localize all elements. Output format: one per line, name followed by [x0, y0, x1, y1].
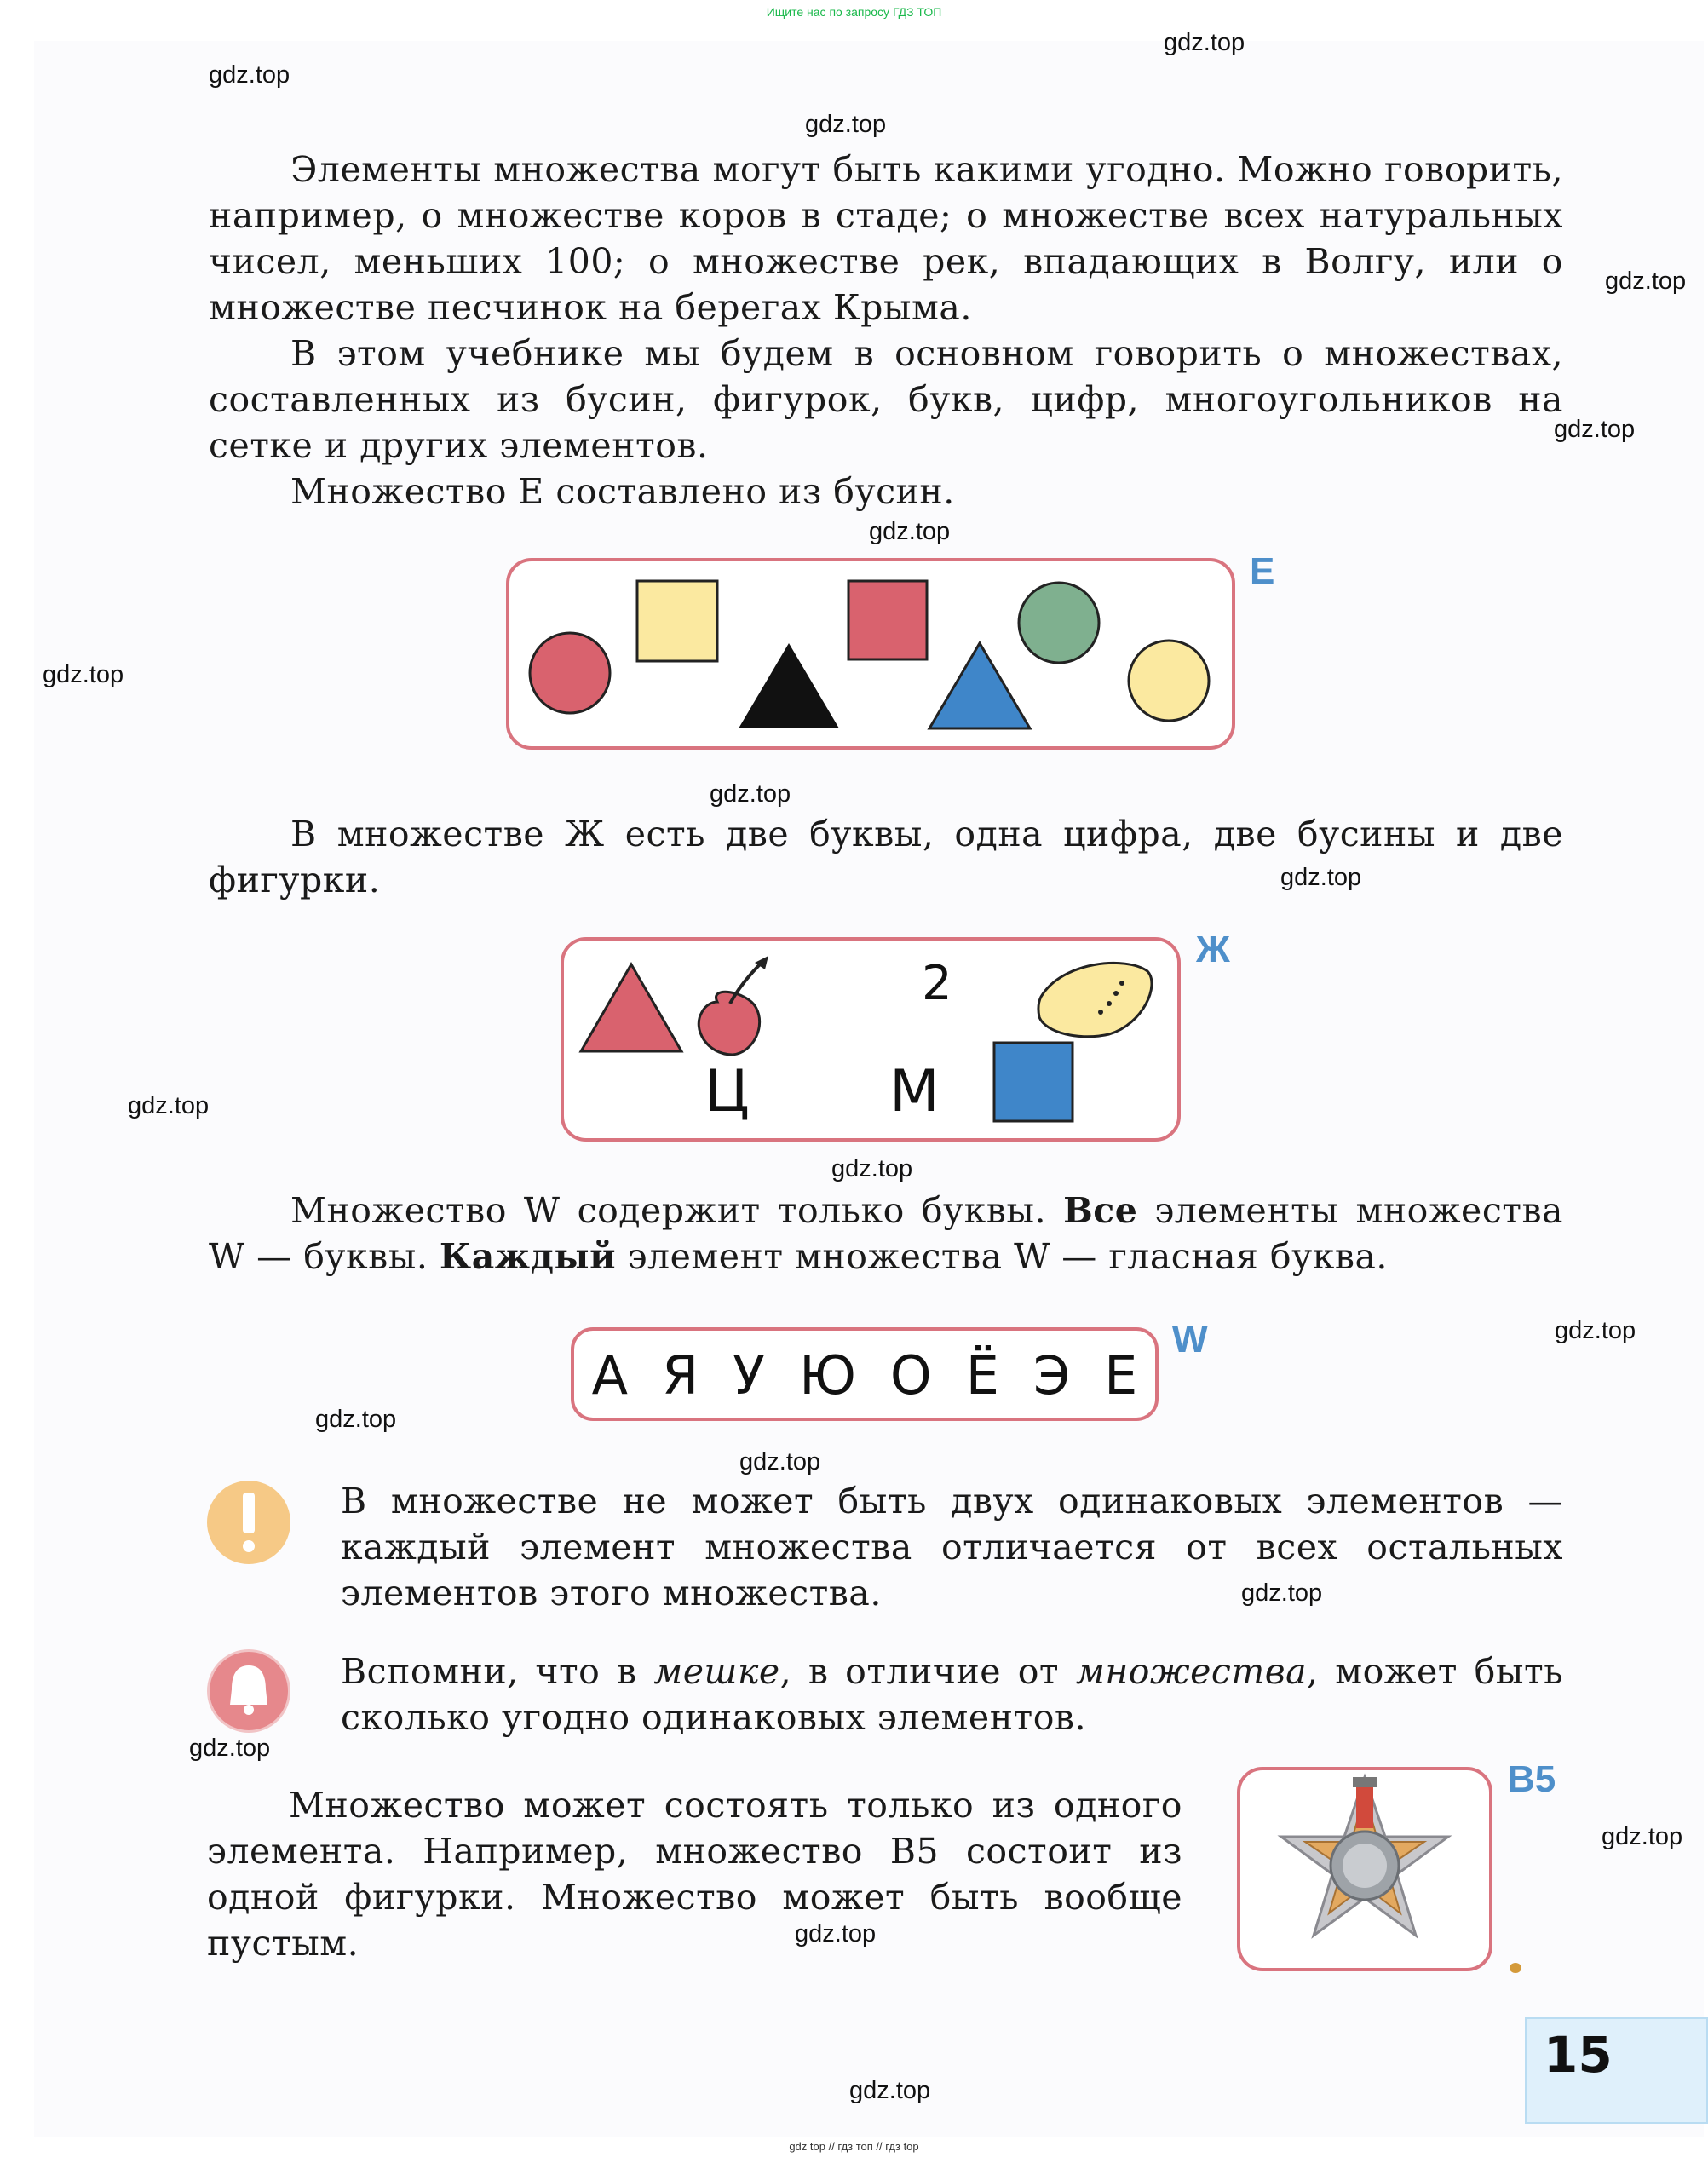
vowel-letter: Ю [798, 1344, 856, 1407]
watermark: gdz.top [1164, 29, 1245, 56]
set-b5-label: B5 [1508, 1758, 1556, 1800]
watermark: gdz.top [1602, 1823, 1683, 1850]
watermark: gdz.top [189, 1734, 271, 1762]
watermark: gdz.top [1555, 1317, 1636, 1344]
set-w-label: W [1172, 1319, 1208, 1361]
watermark: gdz.top [1241, 1579, 1323, 1607]
page-number: 15 [1544, 2026, 1613, 2084]
watermark: gdz.top [739, 1448, 821, 1476]
watermark: gdz.top [1554, 416, 1636, 443]
set-b5-text [207, 1782, 1182, 1966]
important-note [341, 1478, 1563, 1616]
vowel-letter: Я [662, 1344, 699, 1407]
watermark: gdz.top [805, 111, 887, 138]
watermark: gdz.top [869, 518, 951, 545]
paragraph: В множестве Ж есть две буквы, одна цифра, две бусины и две фигурки. [209, 814, 1563, 900]
bell-icon [207, 1649, 290, 1733]
watermark: gdz.top [710, 780, 791, 808]
vowel-letter: Ё [965, 1344, 999, 1407]
set-e-box [506, 558, 1235, 750]
paragraph: Множество Е составлено из бусин. [290, 471, 955, 512]
set-e-label: E [1250, 550, 1275, 592]
letter-m: М [889, 1058, 940, 1125]
paragraph: Вспомни, что в мешке, в отличие от множества, может быть сколько угодно одинаковых элементов. [341, 1651, 1563, 1738]
paragraph: Элементы множества могут быть какими угодно. Можно говорить, например, о множестве коров в стаде; о множестве всех натуральных чисел, меньших 100; о множестве рек, впадающих в Волгу, или о множестве песчинок на берегах Крыма. [209, 149, 1563, 328]
set-e-shapes [509, 561, 1232, 746]
watermark: gdz.top [1605, 267, 1687, 295]
watermark: gdz.top [831, 1155, 913, 1182]
yellow-circle [1129, 641, 1209, 721]
blue-square [994, 1043, 1073, 1121]
watermark: gdz.top [315, 1406, 397, 1433]
set-zh-text [209, 811, 1563, 903]
exclamation-icon [207, 1481, 290, 1564]
digit-two: 2 [922, 956, 952, 1011]
vowel-letters [574, 1344, 1155, 1407]
red-circle [530, 633, 610, 713]
order-medal-icon [1240, 1770, 1489, 1968]
red-square [848, 581, 927, 659]
vowel-letter: Е [1104, 1344, 1138, 1407]
watermark: gdz.top [128, 1092, 210, 1119]
paragraph: Множество может состоять только из одного элемента. Например, множество В5 состоит из одной фигурки. Множество может быть вообще пустым. [207, 1785, 1182, 1964]
paragraph: В этом учебнике мы будем в основном говорить о множествах, составленных из бусин, фигурок, букв, цифр, многоугольников на сетке и других элементов. [209, 333, 1563, 466]
set-w-text [209, 1188, 1563, 1280]
vowel-letter: У [733, 1344, 765, 1407]
vowel-letter: А [591, 1344, 629, 1407]
vowel-letter: Э [1032, 1344, 1071, 1407]
yellow-square [637, 581, 717, 661]
green-circle [1019, 583, 1099, 663]
orange-dot [1510, 1963, 1521, 1973]
watermark: gdz.top [1280, 864, 1362, 891]
paragraph: Множество W содержит только буквы. Все элементы множества W — буквы. Каждый элемент множества W — гласная буква. [209, 1190, 1563, 1277]
set-zh-shapes [564, 941, 1177, 1138]
set-zh-label: Ж [1196, 929, 1230, 970]
watermark: gdz.top [849, 2077, 931, 2104]
letter-ts: Ц [704, 1058, 750, 1125]
watermark: gdz.top [209, 61, 290, 89]
set-b5-box [1237, 1767, 1492, 1971]
lemon-icon [1038, 963, 1152, 1036]
top-note: Ищите нас по запросу ГДЗ ТОП [766, 5, 942, 19]
watermark: gdz.top [795, 1920, 877, 1947]
paragraph: В множестве не может быть двух одинаковых элементов — каждый элемент множества отличается от всех остальных элементов этого множества. [341, 1481, 1563, 1614]
set-w-box [571, 1327, 1159, 1421]
red-triangle [581, 964, 681, 1051]
watermark: gdz.top [43, 661, 124, 688]
cherry-icon [699, 956, 768, 1055]
intro-text [209, 147, 1563, 515]
set-zh-box [561, 937, 1181, 1142]
bottom-note: gdz top // гдз топ // гдз top [789, 2140, 919, 2153]
blue-triangle [929, 643, 1030, 728]
black-triangle [739, 643, 839, 728]
remember-note [341, 1648, 1563, 1740]
vowel-letter: О [889, 1344, 932, 1407]
